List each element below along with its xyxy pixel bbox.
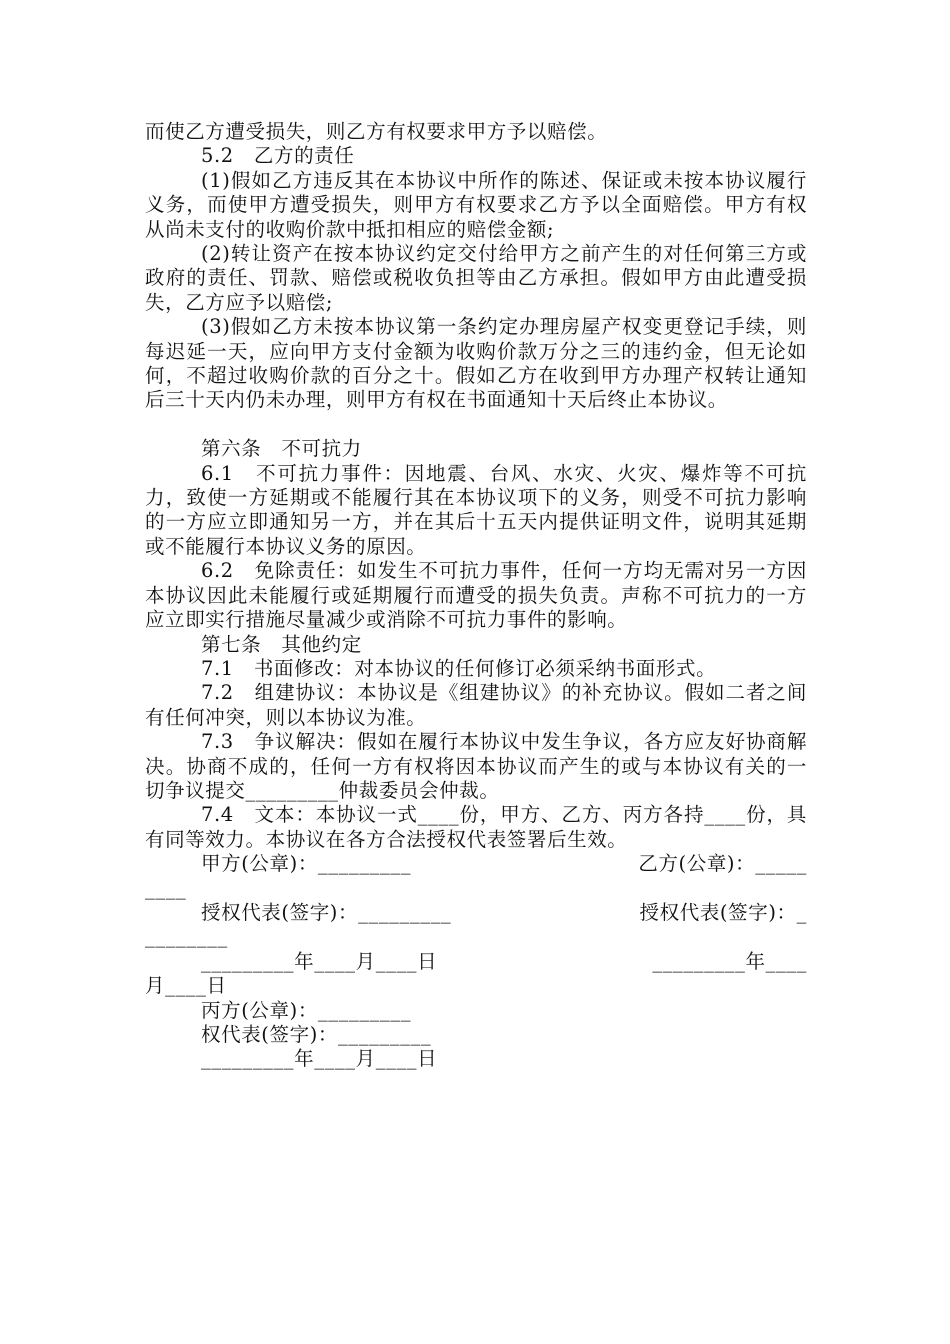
party-b-date: _________年____: [652, 949, 807, 973]
date-row: [145, 950, 807, 974]
party-a-representative: 授权代表(签字)：_________: [201, 900, 452, 924]
clause-5-2-1: (1)假如乙方违反其在本协议中所作的陈述、保证或未按本协议履行义务，而使甲方遭受损失，则甲方有权要求乙方予以全面赔偿。甲方有权从尚未支付的收购价款中抵扣相应的赔偿金额;: [145, 168, 807, 241]
article-6-heading: 第六条 不可抗力: [201, 437, 362, 461]
clause-7-2: 7.2 组建协议：本协议是《组建协议》的补充协议。假如二者之间有任何冲突，则以本协议为准。: [145, 681, 807, 729]
party-b-date-continuation: 月____日: [145, 974, 227, 998]
party-c-seal: 丙方(公章)：_________: [201, 998, 412, 1022]
paragraph-5-1-end: 而使乙方遭受损失，则乙方有权要求甲方予以赔偿。: [145, 120, 608, 143]
party-c-date: _________年____月____日: [201, 1047, 438, 1071]
party-c-date-row: [145, 1047, 807, 1071]
party-b-representative: 授权代表(签字)：_: [639, 900, 807, 924]
party-c-representative: 权代表(签字)：_________: [201, 1022, 432, 1046]
representative-row: [145, 901, 807, 925]
seal-row: [145, 852, 807, 876]
party-b-seal: 乙方(公章)：_____: [638, 852, 807, 876]
party-c-representative-row: [145, 1023, 807, 1047]
clause-7-1: 7.1 书面修改：对本协议的任何修订必须采纳书面形式。: [201, 656, 717, 680]
clause-7-3: 7.3 争议解决：假如在履行本协议中发生争议，各方应友好协商解决。协商不成的，任何一方有权将因本协议而产生的或与本协议有关的一切争议提交_________仲裁委员会仲裁。: [145, 730, 807, 802]
section-5-2-heading: 5.2 乙方的责任: [201, 144, 355, 168]
blank-line: [145, 413, 807, 437]
clause-5-2-2: (2)转让资产在按本协议约定交付给甲方之前产生的对任何第三方或政府的责任、罚款、赔偿或税收负担等由乙方承担。假如甲方由此遭受损失，乙方应予以赔偿;: [145, 242, 807, 314]
article-7-heading: 第七条 其他约定: [201, 632, 362, 656]
party-a-date: _________年____月____日: [201, 949, 438, 973]
clause-7-4: 7.4 文本：本协议一式____份，甲方、乙方、丙方各持____份，具有同等效力。本协议在各方合法授权代表签署后生效。: [145, 803, 807, 851]
party-b-representative-continuation: ________: [145, 925, 228, 949]
clause-6-2: 6.2 免除责任：如发生不可抗力事件，任何一方均无需对另一方因本协议因此未能履行或延期履行而遭受的损失负责。声称不可抗力的一方应立即实行措施尽量减少或消除不可抗力事件的影响。: [145, 559, 807, 632]
party-c-seal-row: [145, 999, 807, 1023]
party-b-seal-continuation: ____: [145, 876, 187, 900]
clause-5-2-3: (3)假如乙方未按本协议第一条约定办理房屋产权变更登记手续，则每迟延一天，应向甲方支付金额为收购价款万分之三的违约金，但无论如何，不超过收购价款的百分之十。假如乙方在收到甲方办理产权转让通知后三十天内仍未办理，则甲方有权在书面通知十天后终止本协议。: [145, 315, 807, 412]
agreement-page: [145, 120, 807, 1072]
clause-6-1: 6.1 不可抗力事件：因地震、台风、水灾、火灾、爆炸等不可抗力，致使一方延期或不能履行其在本协议项下的义务，则受不可抗力影响的一方应立即通知另一方，并在其后十五天内提供证明文件，说明其延期或不能履行本协议义务的原因。: [145, 461, 807, 558]
party-a-seal: 甲方(公章)：_________: [201, 852, 412, 876]
